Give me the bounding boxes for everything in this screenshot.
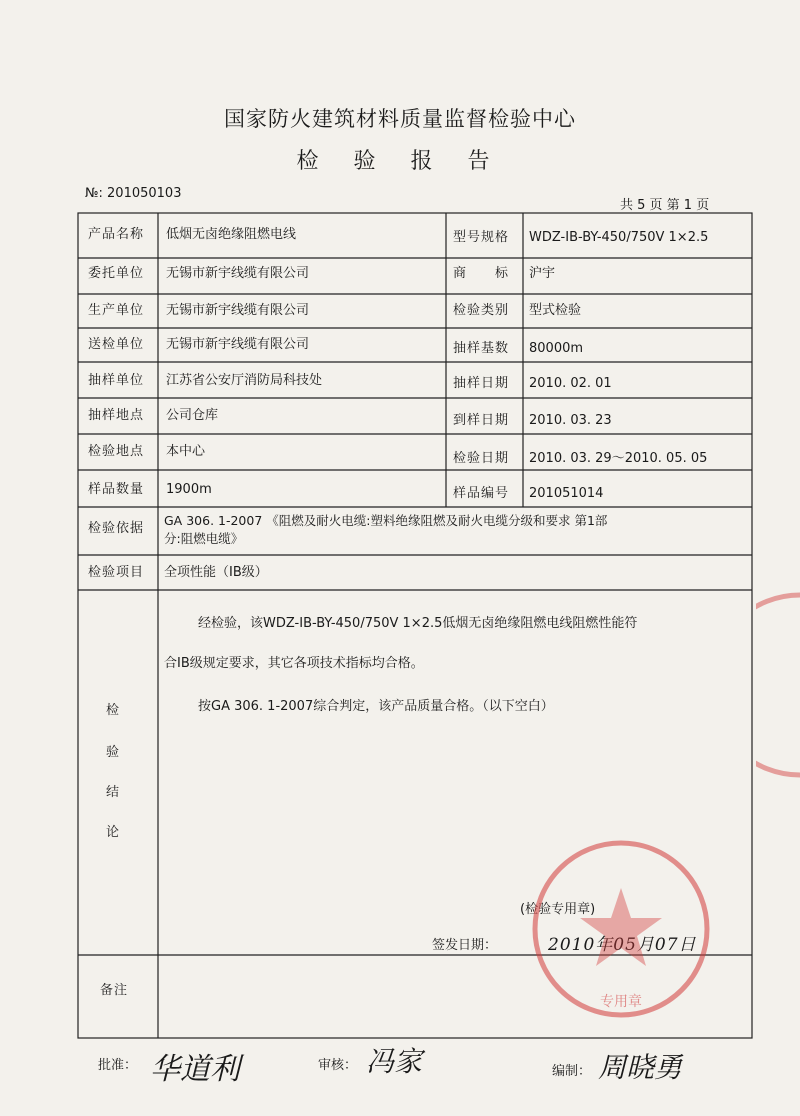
value-sample-base: 80000m <box>529 341 584 356</box>
value-test-date: 2010. 03. 29～2010. 05. 05 <box>529 451 708 466</box>
label-items: 检验项目 <box>88 565 145 580</box>
value-test-type: 型式检验 <box>529 303 582 318</box>
seal-note: (检验专用章) <box>520 902 596 917</box>
review-signature: 冯家 <box>366 1045 423 1078</box>
approve-label: 批准： <box>98 1058 138 1073</box>
label-arrive-date: 到样日期 <box>453 413 510 428</box>
conclusion-para1-line1: 经检验，该WDZ-ⅠB-BY-450/750V 1×2.5低烟无卤绝缘阻燃电线阻燃性能符 <box>198 616 638 631</box>
value-client: 无锡市新宇线缆有限公司 <box>166 266 310 281</box>
official-seal-stamp <box>528 836 714 1022</box>
label-test-type: 检验类别 <box>453 303 510 318</box>
label-product-name: 产品名称 <box>88 227 145 242</box>
conclusion-para2: 按GA 306. 1-2007综合判定，该产品质量合格。（以下空白） <box>198 699 554 714</box>
conclusion-label-char-3: 结 <box>106 785 120 800</box>
value-quantity: 1900m <box>166 482 212 497</box>
value-basis-line1: GA 306. 1-2007 《阻燃及耐火电缆:塑料绝缘阻燃及耐火电缆分级和要求 第1部 <box>164 513 608 528</box>
label-client: 委托单位 <box>88 266 145 281</box>
partial-edge-stamp <box>756 590 800 780</box>
value-test-place: 本中心 <box>166 444 206 459</box>
value-sender: 无锡市新宇线缆有限公司 <box>166 337 310 352</box>
conclusion-label-char-1: 检 <box>106 703 120 718</box>
value-items: 全项性能（ⅠB级） <box>164 565 268 580</box>
issue-date-label: 签发日期： <box>432 938 498 953</box>
label-test-place: 检验地点 <box>88 444 145 459</box>
label-sample-date: 抽样日期 <box>453 376 510 391</box>
conclusion-label-char-2: 验 <box>106 745 120 760</box>
value-brand: 沪宇 <box>529 266 556 281</box>
label-basis: 检验依据 <box>88 521 145 536</box>
value-basis-line2: 分:阻燃电缆》 <box>164 531 244 546</box>
organization-title: 国家防火建筑材料质量监督检验中心 <box>224 107 576 131</box>
review-label: 审核： <box>318 1058 358 1073</box>
value-arrive-date: 2010. 03. 23 <box>529 413 612 428</box>
value-producer: 无锡市新宇线缆有限公司 <box>166 303 310 318</box>
label-sender: 送检单位 <box>88 337 145 352</box>
conclusion-para1-line2: 合ⅠB级规定要求，其它各项技术指标均合格。 <box>164 656 424 671</box>
value-model: WDZ-ⅠB-BY-450/750V 1×2.5 <box>529 230 709 245</box>
conclusion-label-char-4: 论 <box>106 825 120 840</box>
value-sample-place: 公司仓库 <box>166 408 219 423</box>
label-test-date: 检验日期 <box>453 451 510 466</box>
label-model: 型号规格 <box>453 230 510 245</box>
report-number: №: 201050103 <box>85 186 182 201</box>
value-product-name: 低烟无卤绝缘阻燃电线 <box>166 227 297 242</box>
approve-signature: 华道利 <box>150 1052 240 1087</box>
svg-text:专用章: 专用章 <box>600 994 642 1010</box>
label-quantity: 样品数量 <box>88 482 145 497</box>
label-producer: 生产单位 <box>88 303 145 318</box>
edit-signature: 周晓勇 <box>598 1051 683 1084</box>
value-sampler: 江苏省公安厅消防局科技处 <box>166 373 323 388</box>
label-brand: 商 标 <box>453 266 510 281</box>
issue-date-handwritten: 2010年05月07日 <box>548 935 697 955</box>
value-sample-no: 201051014 <box>529 486 604 501</box>
label-sample-place: 抽样地点 <box>88 408 145 423</box>
label-sampler: 抽样单位 <box>88 373 145 388</box>
document-title: 检 验 报 告 <box>296 149 504 174</box>
value-sample-date: 2010. 02. 01 <box>529 376 612 391</box>
label-sample-base: 抽样基数 <box>453 341 510 356</box>
label-sample-no: 样品编号 <box>453 486 510 501</box>
page-count: 共 5 页 第 1 页 <box>620 198 710 213</box>
edit-label: 编制： <box>552 1064 592 1079</box>
label-remarks: 备注 <box>100 983 129 998</box>
